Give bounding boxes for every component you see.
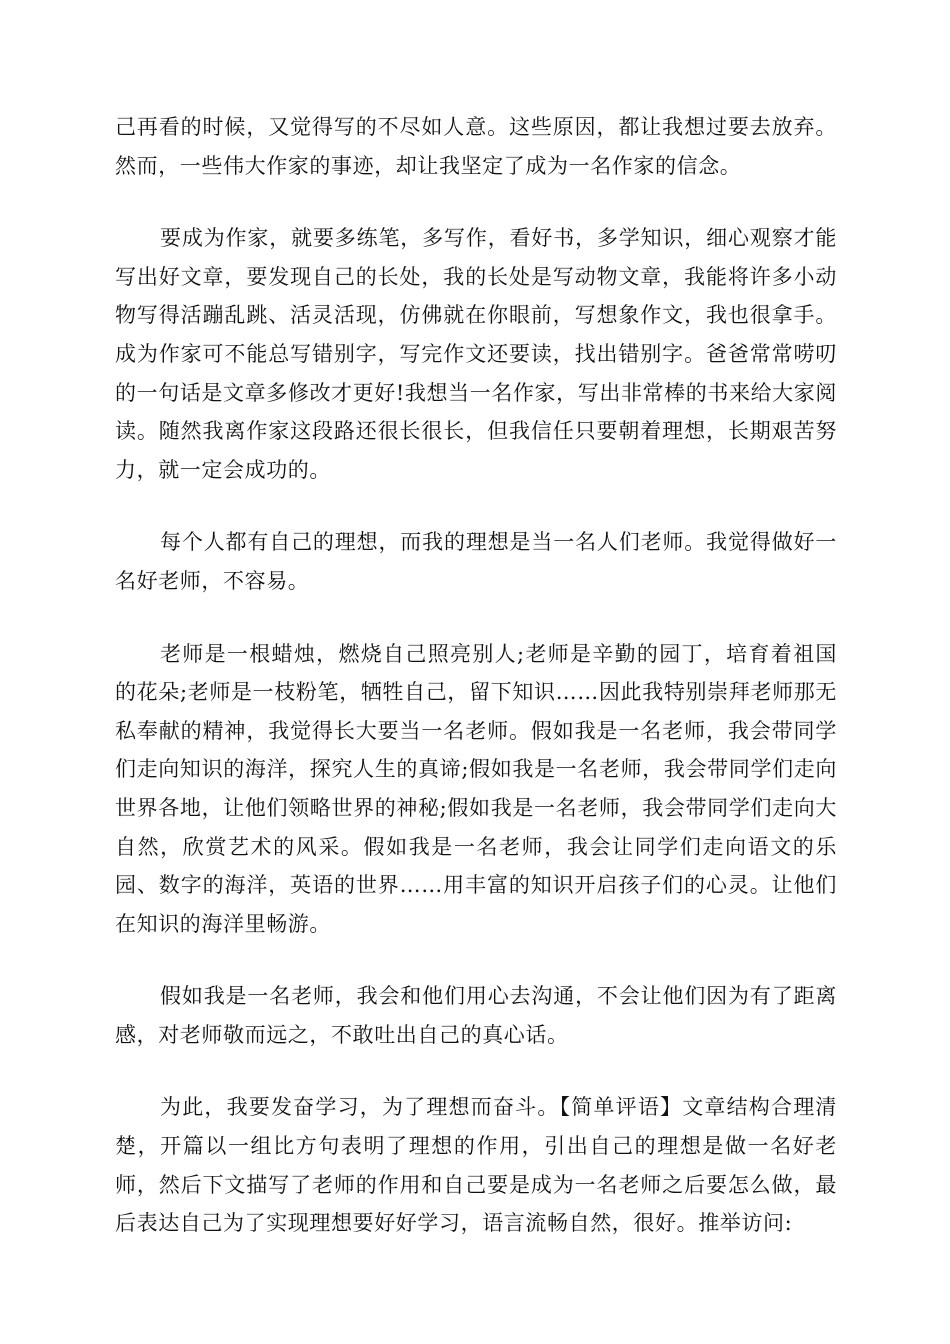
paragraph-3: 每个人都有自己的理想，而我的理想是当一名人们老师。我觉得做好一名好老师，不容易。 xyxy=(115,530,837,593)
paragraph-2: 要成为作家，就要多练笔，多写作，看好书，多学知识，细心观察才能写出好文章，要发现自己的长处，我的长处是写动物文章，我能将许多小动物写得活蹦乱跳、活灵活现，仿佛就在你眼前，写想象作文，我也很拿手。成为作家可不能总写错别字，写完作文还要读，找出错别字。爸爸常常唠叨的一句话是文章多修改才更好!我想当一名作家，写出非常棒的书来给大家阅读。随然我离作家这段路还很长很长，但我信任只要朝着理想，长期艰苦努力，就一定会成功的。 xyxy=(115,226,837,482)
document-body xyxy=(115,108,837,1277)
paragraph-4: 老师是一根蜡烛，燃烧自己照亮别人;老师是辛勤的园丁，培育着祖国的花朵;老师是一枝粉笔，牺牲自己，留下知识……因此我特别崇拜老师那无私奉献的精神，我觉得长大要当一名老师。假如我是一名老师，我会带同学们走向知识的海洋，探究人生的真谛;假如我是一名老师，我会带同学们走向世界各地，让他们领略世界的神秘;假如我是一名老师，我会带同学们走向大自然，欣赏艺术的风采。假如我是一名老师，我会让同学们走向语文的乐园、数字的海洋，英语的世界……用丰富的知识开启孩子们的心灵。让他们在知识的海洋里畅游。 xyxy=(115,641,837,936)
paragraph-1: 己再看的时候，又觉得写的不尽如人意。这些原因，都让我想过要去放弃。然而，一些伟大作家的事迹，却让我坚定了成为一名作家的信念。 xyxy=(115,115,837,178)
paragraph-6: 为此，我要发奋学习，为了理想而奋斗。【简单评语】文章结构合理清楚，开篇以一组比方句表明了理想的作用，引出自己的理想是做一名好老师，然后下文描写了老师的作用和自己要是成为一名老师之后要怎么做，最后表达自己为了实现理想要好好学习，语言流畅自然，很好。推举访问: xyxy=(115,1095,837,1236)
paragraph-5: 假如我是一名老师，我会和他们用心去沟通，不会让他们因为有了距离感，对老师敬而远之，不敢吐出自己的真心话。 xyxy=(115,984,837,1047)
